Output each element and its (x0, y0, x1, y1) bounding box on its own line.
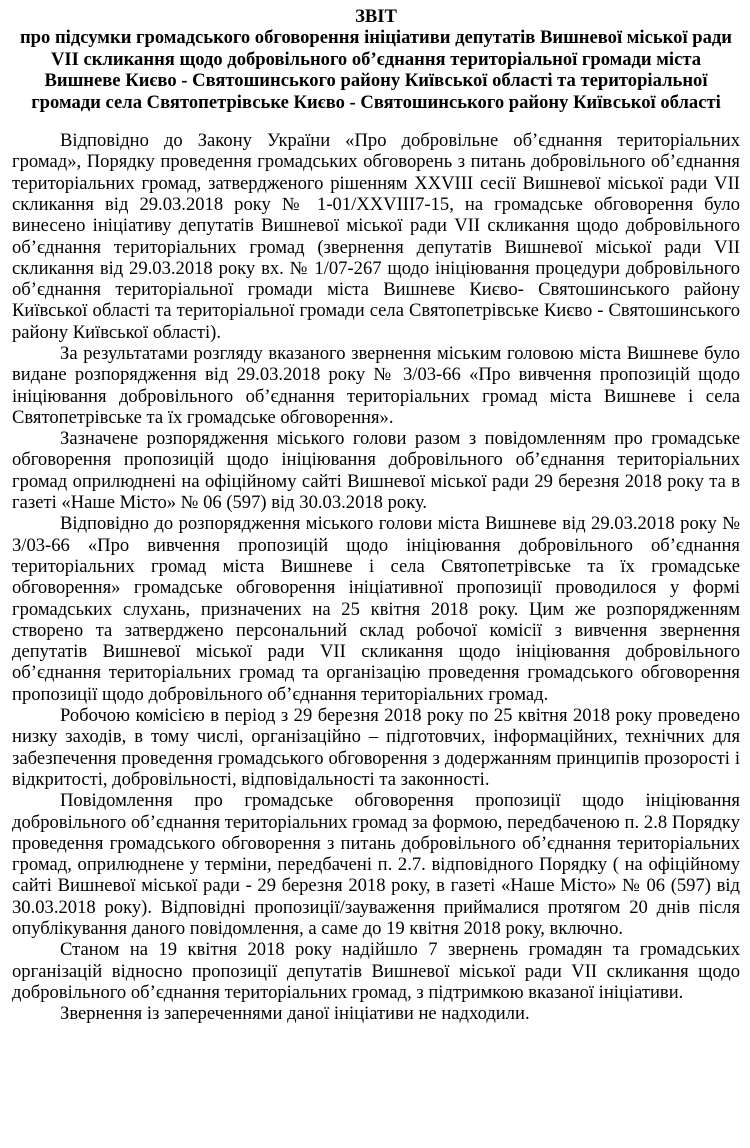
paragraph-legal-basis: Відповідно до Закону України «Про добровільне об’єднання територіальних громад», Порядку проведення громадських обговорень з питань добровільного об’єднання територіальних громад, затвердженого рішенням XXVIII сесії Вишневої міської ради VII скликання від 29.03.2018 року № 1-01/XXVIII7-15, на громадське обговорення було винесено ініціативу депутатів Вишневої міської ради VII скликання щодо добровільного об’єднання територіальних громад (звернення депутатів Вишневої міської ради VII скликання від 29.03.2018 року вх. № 1/07-267 щодо ініціювання процедури добровільного об’єднання територіальної громади міста Вишневе Києво- Святошинського району Київської області та територіальної громади села Святопетрівське Києво - Святошинського району Київської області). (12, 130, 740, 343)
document-header (12, 6, 740, 113)
paragraph-commission-work: Робочою комісією в період з 29 березня 2018 року по 25 квітня 2018 року проведено низку заходів, в тому числі, організаційно – підготовчих, інформаційних, технічних для забезпечення проведення громадського обговорення з додержанням принципів прозорості і відкритості, добровільності, відповідальності та законності. (12, 705, 740, 790)
paragraph-no-objections: Звернення із запереченнями даної ініціативи не надходили. (60, 1003, 530, 1025)
document-body (12, 130, 740, 1024)
paragraph-mayor-order: За результатами розгляду вказаного звернення міським головою міста Вишневе було видане розпорядження від 29.03.2018 року № 3/03-66 «Про вивчення пропозицій щодо ініціювання добровільного об’єднання територіальних громад міста Вишневе і села Святопетрівське та їх громадське обговорення». (12, 343, 740, 428)
paragraph-hearings: Відповідно до розпорядження міського голови міста Вишневе від 29.03.2018 року № 3/03-66 «Про вивчення пропозицій щодо ініціювання добровільного об’єднання територіальних громад міста Вишневе і села Святопетрівське та їх громадське обговорення» громадське обговорення ініціативної пропозиції проводилося у формі громадських слухань, призначених на 25 квітня 2018 року. Цим же розпорядженням створено та затверджено персональний склад робочої комісії з вивчення звернення депутатів Вишневої міської ради VII скликання щодо ініціювання добровільного об’єднання територіальних громад та організацію проведення громадського обговорення пропозиції щодо добровільного об’єднання територіальних громад. (12, 513, 740, 705)
report-subtitle: про підсумки громадського обговорення ініціативи депутатів Вишневої міської ради VII скликання щодо добровільного об’єднання територіальної громади міста Вишневе Києво - Святошинського району Київської області та територіальної громади села Святопетрівське Києво - Святошинського району Київської області (19, 27, 733, 113)
paragraph-publication: Зазначене розпорядження міського голови разом з повідомленням про громадське обговорення пропозицій щодо ініціювання добровільного об’єднання територіальних громад оприлюднені на офіційному сайті Вишневої міської ради 29 березня 2018 року та в газеті «Наше Місто» № 06 (597) від 30.03.2018 року. (12, 428, 740, 514)
report-title: ЗВІТ (355, 6, 397, 27)
paragraph-appeals-received: Станом на 19 квітня 2018 року надійшло 7 звернень громадян та громадських організацій відносно пропозиції депутатів Вишневої міської ради VII скликання щодо добровільного об’єднання територіальних громад, з підтримкою вказаної ініціативи. (12, 939, 740, 1003)
paragraph-notification: Повідомлення про громадське обговорення пропозиції щодо ініціювання добровільного об’єднання територіальних громад за формою, передбаченою п. 2.8 Порядку проведення громадського обговорення з питань добровільного об’єднання територіальних громад, оприлюднене у терміни, передбачені п. 2.7. відповідного Порядку ( на офіційному сайті Вишневої міської ради - 29 березня 2018 року, в газеті «Наше Місто» № 06 (597) від 30.03.2018 року). Відповідні пропозиції/зауваження приймалися протягом 20 днів після опублікування даного повідомлення, а саме до 19 квітня 2018 року, включно. (12, 790, 740, 940)
